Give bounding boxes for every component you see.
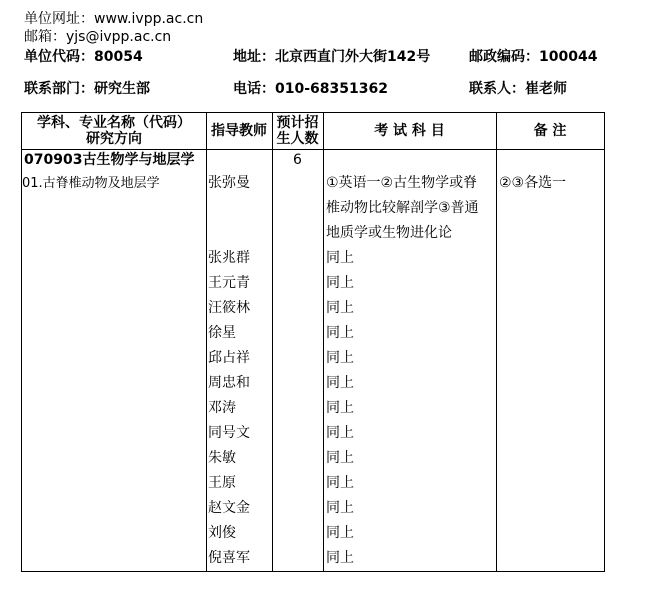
header-divider [22,149,604,150]
exam-line: ①英语一②古生物学或脊 [326,175,478,191]
header-notes: 备 注 [533,123,567,139]
header-exam: 考 试 科 目 [374,123,445,139]
col-divider [272,113,273,571]
advisor-name: 倪喜军 [208,550,250,566]
website-line: 单位网址：www.ivpp.ac.cn [24,11,204,27]
advisor-name: 周忠和 [208,375,250,391]
advisor-name: 张弥曼 [208,175,250,191]
department: 联系部门：研究生部 [24,81,150,97]
advisor-name: 朱敏 [208,450,236,466]
postcode: 邮政编码：100044 [469,49,598,65]
header-quota-line2: 生人数 [276,131,319,147]
contact-person: 联系人：崔老师 [469,81,567,97]
advisor-name: 汪筱林 [208,300,250,316]
exam-line: 椎动物比较解剖学③普通 [326,200,479,216]
advisor-name: 邱占祥 [208,350,250,366]
col-divider [323,113,324,571]
header-quota-line1: 预计招 [276,115,319,131]
major-name: 070903古生物学与地层学 [24,152,195,168]
admissions-table [21,112,605,572]
exam-same: 同上 [326,475,354,491]
header-discipline-line1: 学科、专业名称（代码） [37,115,191,131]
exam-same: 同上 [326,300,354,316]
phone: 电话：010-68351362 [233,81,388,97]
advisor-name: 徐星 [208,325,236,341]
exam-same: 同上 [326,325,354,341]
quota-value: 6 [293,152,302,168]
advisor-name: 赵文金 [208,500,250,516]
exam-same: 同上 [326,250,354,266]
advisor-name: 王原 [208,475,236,491]
exam-same: 同上 [326,550,354,566]
advisor-name: 王元青 [208,275,250,291]
address: 地址：北京西直门外大街142号 [233,49,431,65]
exam-same: 同上 [326,400,354,416]
exam-same: 同上 [326,425,354,441]
advisor-name: 刘俊 [208,525,236,541]
exam-same: 同上 [326,525,354,541]
col-divider [496,113,497,571]
research-direction: 01.古脊椎动物及地层学 [22,176,160,191]
header-quota [272,115,323,147]
exam-line: 地质学或生物进化论 [326,225,452,241]
exam-same: 同上 [326,450,354,466]
col-divider [206,113,207,571]
advisor-name: 张兆群 [208,250,250,266]
unit-code: 单位代码：80054 [24,49,143,65]
header-discipline [22,115,206,147]
exam-same: 同上 [326,375,354,391]
exam-same: 同上 [326,350,354,366]
exam-same: 同上 [326,275,354,291]
exam-same: 同上 [326,500,354,516]
header-discipline-line2: 研究方向 [86,131,142,147]
advisor-name: 同号文 [208,425,250,441]
note-text: ②③各选一 [499,175,567,191]
email-line: 邮箱：yjs@ivpp.ac.cn [24,29,172,45]
advisor-name: 邓涛 [208,400,236,416]
header-advisor: 指导教师 [211,123,267,139]
